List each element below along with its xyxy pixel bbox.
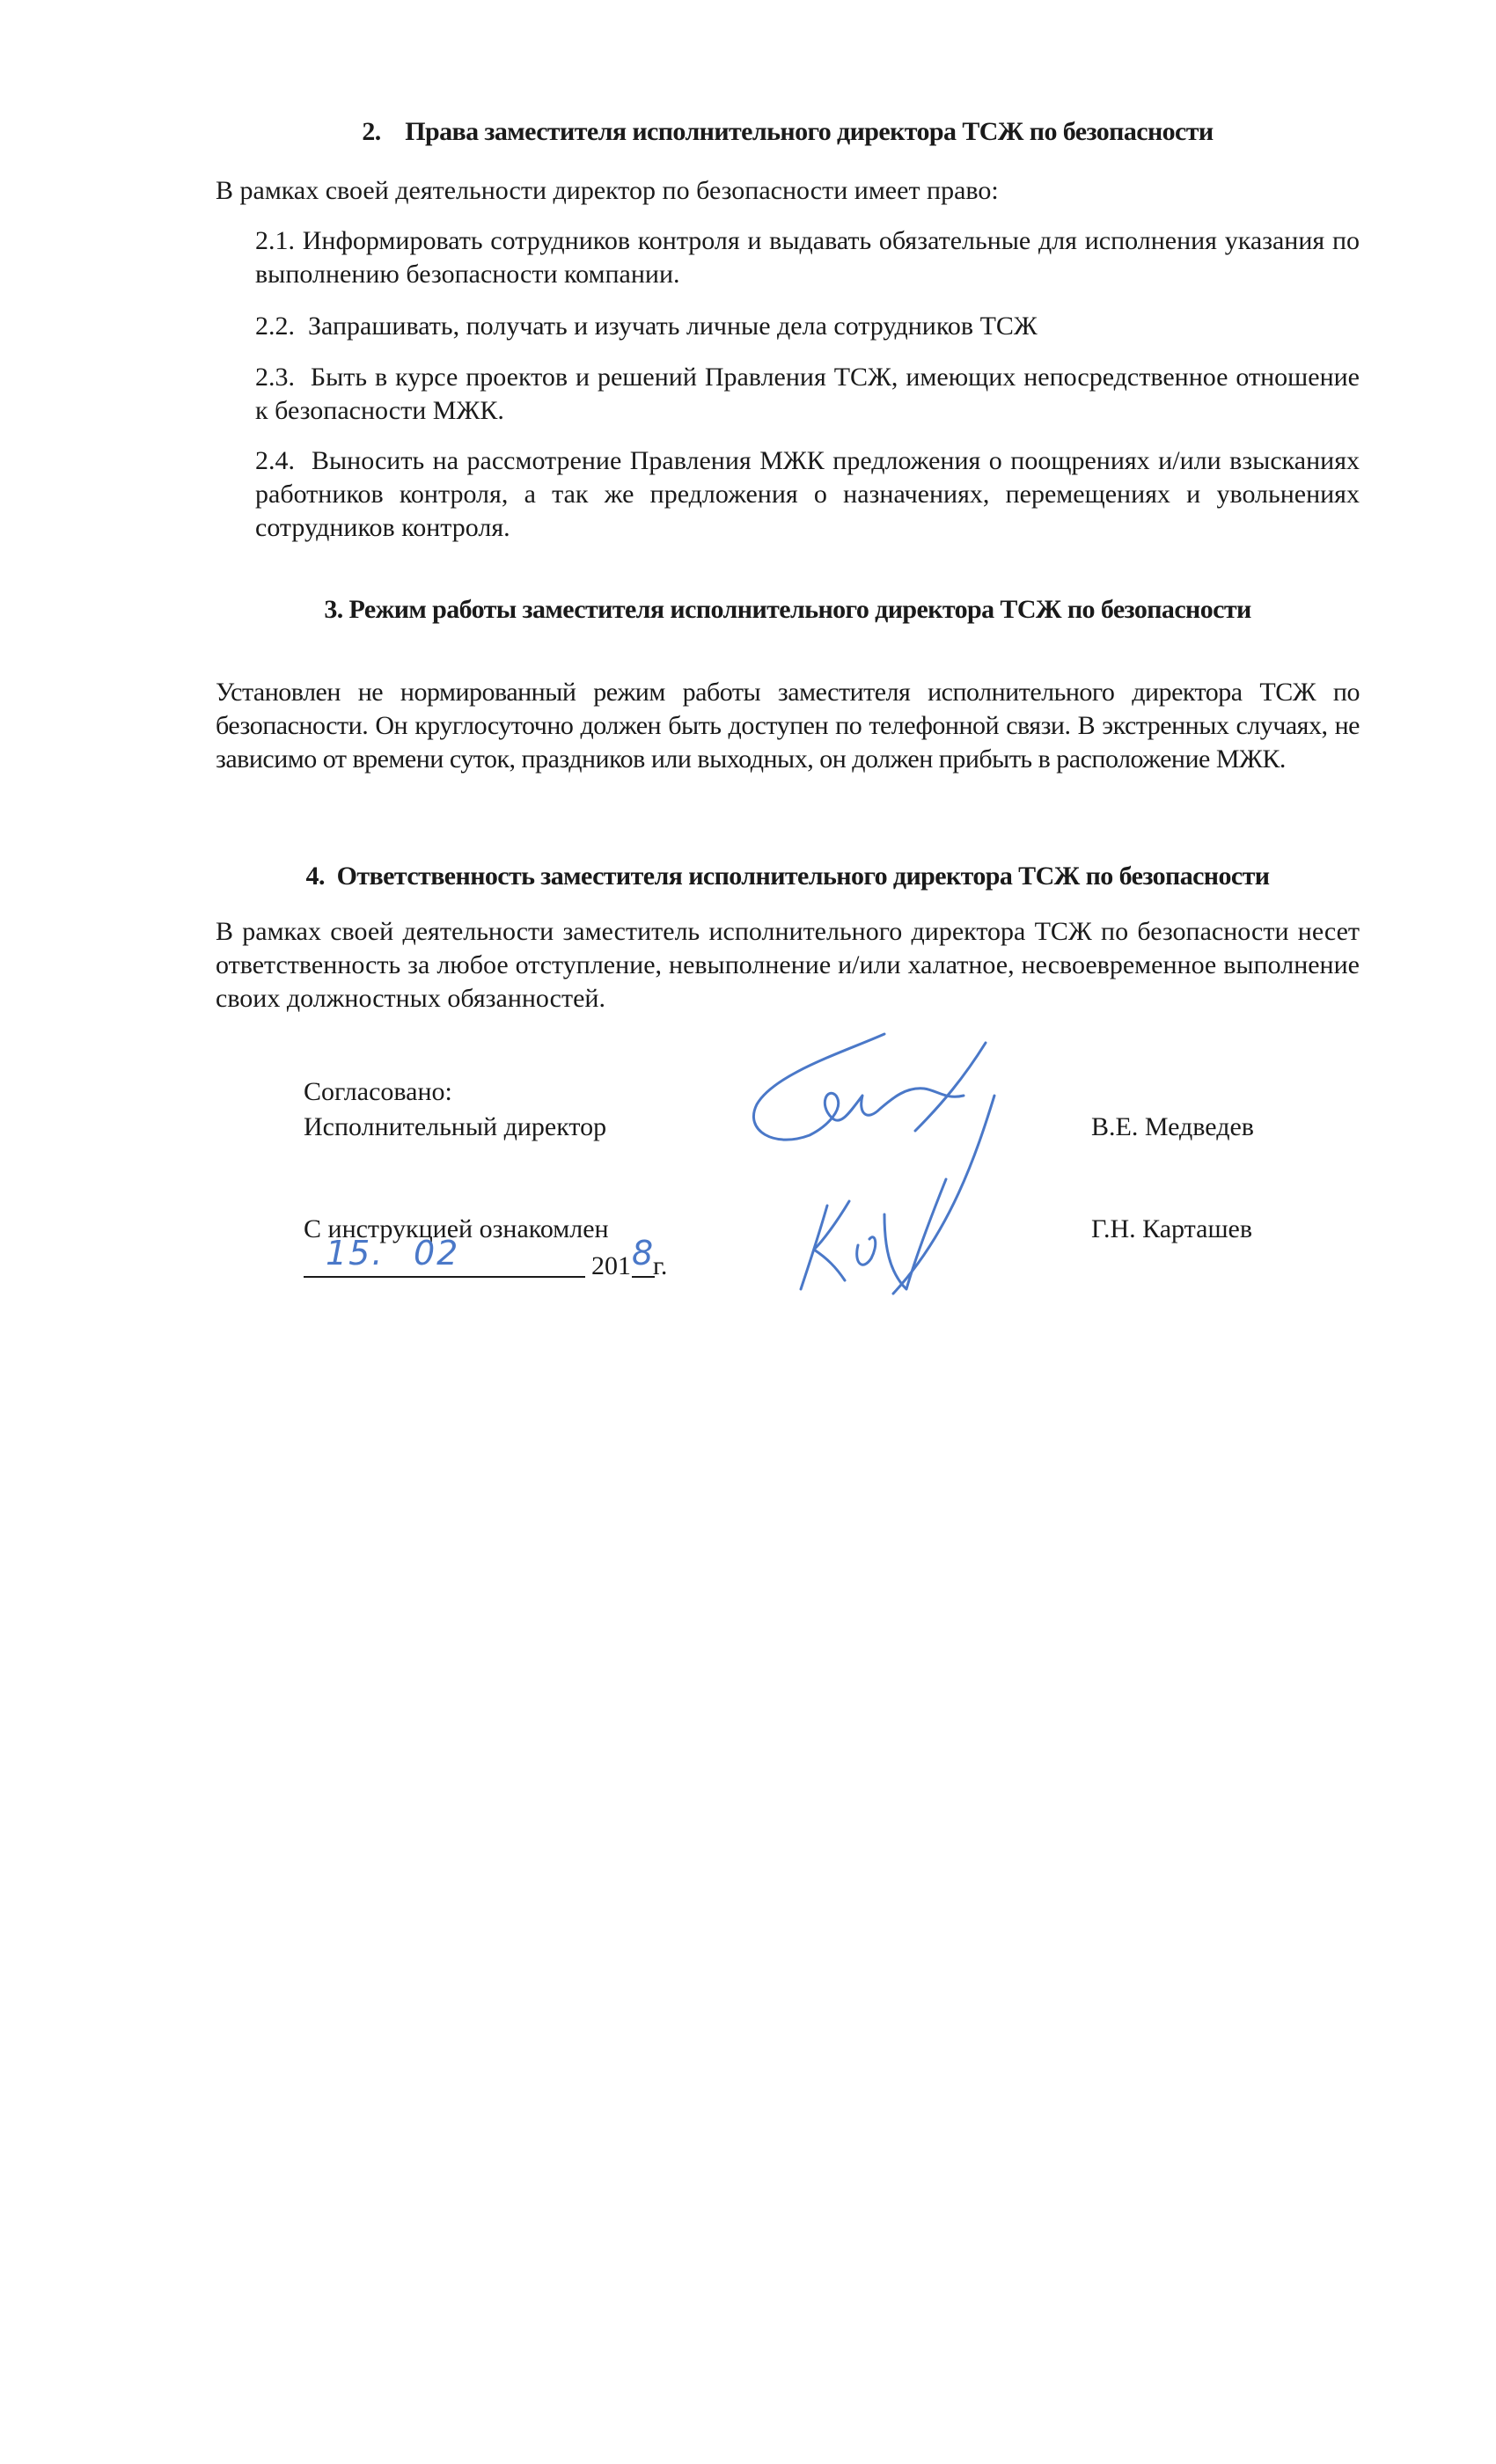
handwritten-year-digit: 8: [632, 1234, 654, 1272]
section-2-intro: В рамках своей деятельности директор по безопасности имеет право:: [216, 176, 999, 205]
section-2-item-2: 2.2. Запрашивать, получать и изучать личные дела сотрудников ТСЖ: [255, 312, 1038, 341]
employee-signature: [774, 1091, 1003, 1302]
section-3-text: Установлен не нормированный режим работы заместителя исполнительного директора ТСЖ по безопасности. Он круглосуточно должен быть доступен по телефонной связи. В экстренных случаях, не зависимо от времени суток, праздников или выходных, он должен прибыть в расположение МЖК.: [216, 678, 1360, 774]
approval-position: Исполнительный директор: [304, 1112, 607, 1141]
date-underline: [304, 1276, 585, 1278]
handwritten-month: 02: [414, 1234, 460, 1272]
section-2-item-1: 2.1. Информировать сотрудников контроля и выдавать обязательные для исполнения указания по выполнению безопасности компании.: [255, 226, 1360, 289]
handwritten-day: 15.: [326, 1234, 385, 1272]
year-underline: [632, 1276, 655, 1278]
acquaintance-name: Г.Н. Карташев: [1091, 1214, 1253, 1243]
approval-name: В.Е. Медведев: [1091, 1112, 1254, 1141]
section-2-item-4: 2.4. Выносить на рассмотрение Правления МЖК предложения о поощрениях и/или взысканиях работников контроля, а так же предложения о назначениях, перемещениях и увольнениях сотрудников контроля.: [255, 446, 1360, 542]
section-2-item-3: 2.3. Быть в курсе проектов и решений Правления ТСЖ, имеющих непосредственное отношение к безопасности МЖК.: [255, 363, 1360, 425]
section-4-text: В рамках своей деятельности заместитель исполнительного директора ТСЖ по безопасности несет ответственность за любое отступление, невыполнение и/или халатное, несвоевременное выполнение своих должностных обязанностей.: [216, 917, 1360, 1013]
year-prefix: 201: [591, 1251, 631, 1280]
year-suffix: г.: [653, 1251, 668, 1280]
approval-label: Согласовано:: [304, 1077, 452, 1106]
section-4-heading: 4. Ответственность заместителя исполнительного директора ТСЖ по безопасности: [305, 862, 1270, 891]
section-3-heading: 3. Режим работы заместителя исполнительного директора ТСЖ по безопасности: [324, 595, 1251, 624]
acquaintance-label: С инструкцией ознакомлен: [304, 1214, 609, 1243]
section-2-heading: 2. Права заместителя исполнительного директора ТСЖ по безопасности: [362, 117, 1214, 146]
